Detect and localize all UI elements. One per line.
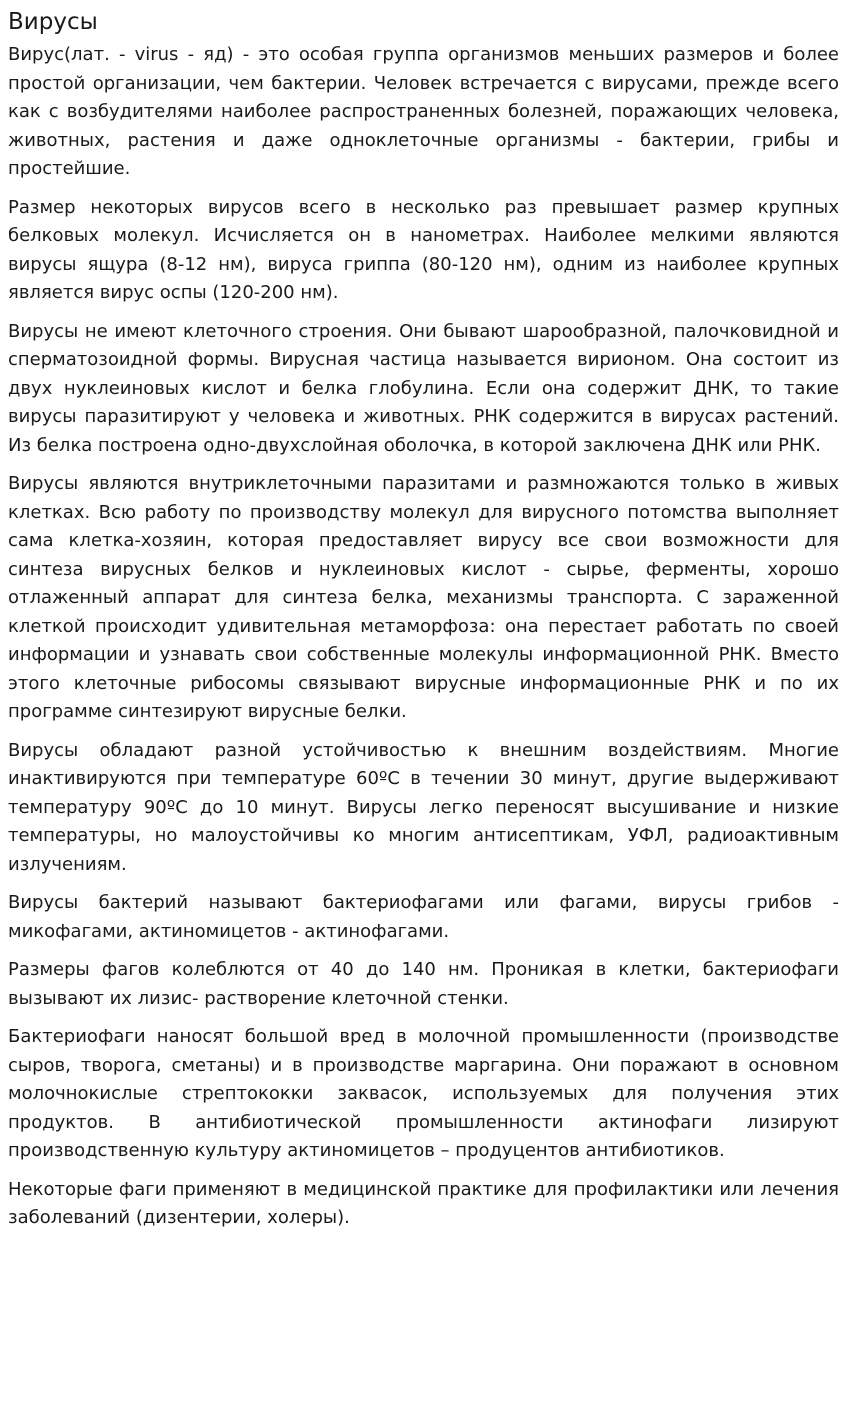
- paragraph-medicine: Некоторые фаги применяют в медицинской практике для профилактики или лечения заболеваний (дизентерии, холеры).: [8, 1178, 839, 1228]
- page-title: Вирусы: [8, 9, 98, 35]
- paragraph-size: Размер некоторых вирусов всего в несколько раз превышает размер крупных белковых молекул. Исчисляется он в нанометрах. Наиболее мелкими являются вирусы ящура (8-12 нм), вируса гриппа (80-120 нм), одним из наиболее крупных является вирус оспы (120-200 нм).: [8, 196, 839, 303]
- paragraph-industry: Бактериофаги наносят большой вред в молочной промышленности (производстве сыров, творога, сметаны) и в производстве маргарина. Они поражают в основном молочнокислые стрептококки заквасок, используемых для получения этих продуктов. В антибиотической промышленности актинофаги лизируют производственную культуру актиномицетов – продуцентов антибиотиков.: [8, 1026, 839, 1161]
- paragraph-phages: Вирусы бактерий называют бактериофагами или фагами, вирусы грибов - микофагами, актиномицетов - актинофагами.: [8, 892, 839, 942]
- paragraph-intro: Вирус(лат. - virus - яд) - это особая группа организмов меньших размеров и более простой организации, чем бактерии. Человек встречается с вирусами, прежде всего как с возбудителями наиболее распространенных болезней, поражающих человека, животных, растения и даже одноклеточные организмы - бактерии, грибы и простейшие.: [8, 44, 839, 179]
- paragraph-reproduction: Вирусы являются внутриклеточными паразитами и размножаются только в живых клетках. Всю работу по производству молекул для вирусного потомства выполняет сама клетка-хозяин, которая предоставляет вирусу все свои возможности для синтеза вирусных белков и нуклеиновых кислот - сырье, ферменты, хорошо отлаженный аппарат для синтеза белка, механизмы транспорта. С зараженной клеткой происходит удивительная метаморфоза: она перестает работать по своей информации и узнавать свои собственные молекулы информационной РНК. Вместо этого клеточные рибосомы связывают вирусные информационные РНК и по их программе синтезируют вирусные белки.: [8, 473, 839, 722]
- paragraph-phage-size: Размеры фагов колеблются от 40 до 140 нм. Проникая в клетки, бактериофаги вызывают их лизис- растворение клеточной стенки.: [8, 959, 839, 1009]
- paragraph-resistance: Вирусы обладают разной устойчивостью к внешним воздействиям. Многие инактивируются при температуре 60ºС в течении 30 минут, другие выдерживают температуру 90ºС до 10 минут. Вирусы легко переносят высушивание и низкие температуры, но малоустойчивы ко многим антисептикам, УФЛ, радиоактивным излучениям.: [8, 739, 839, 875]
- paragraph-structure: Вирусы не имеют клеточного строения. Они бывают шарообразной, палочковидной и сперматозоидной формы. Вирусная частица называется вирионом. Она состоит из двух нуклеиновых кислот и белка глобулина. Если она содержит ДНК, то такие вирусы паразитируют у человека и животных. РНК содержится в вирусах растений. Из белка построена одно-двухслойная оболочка, в которой заключена ДНК или РНК.: [8, 320, 839, 456]
